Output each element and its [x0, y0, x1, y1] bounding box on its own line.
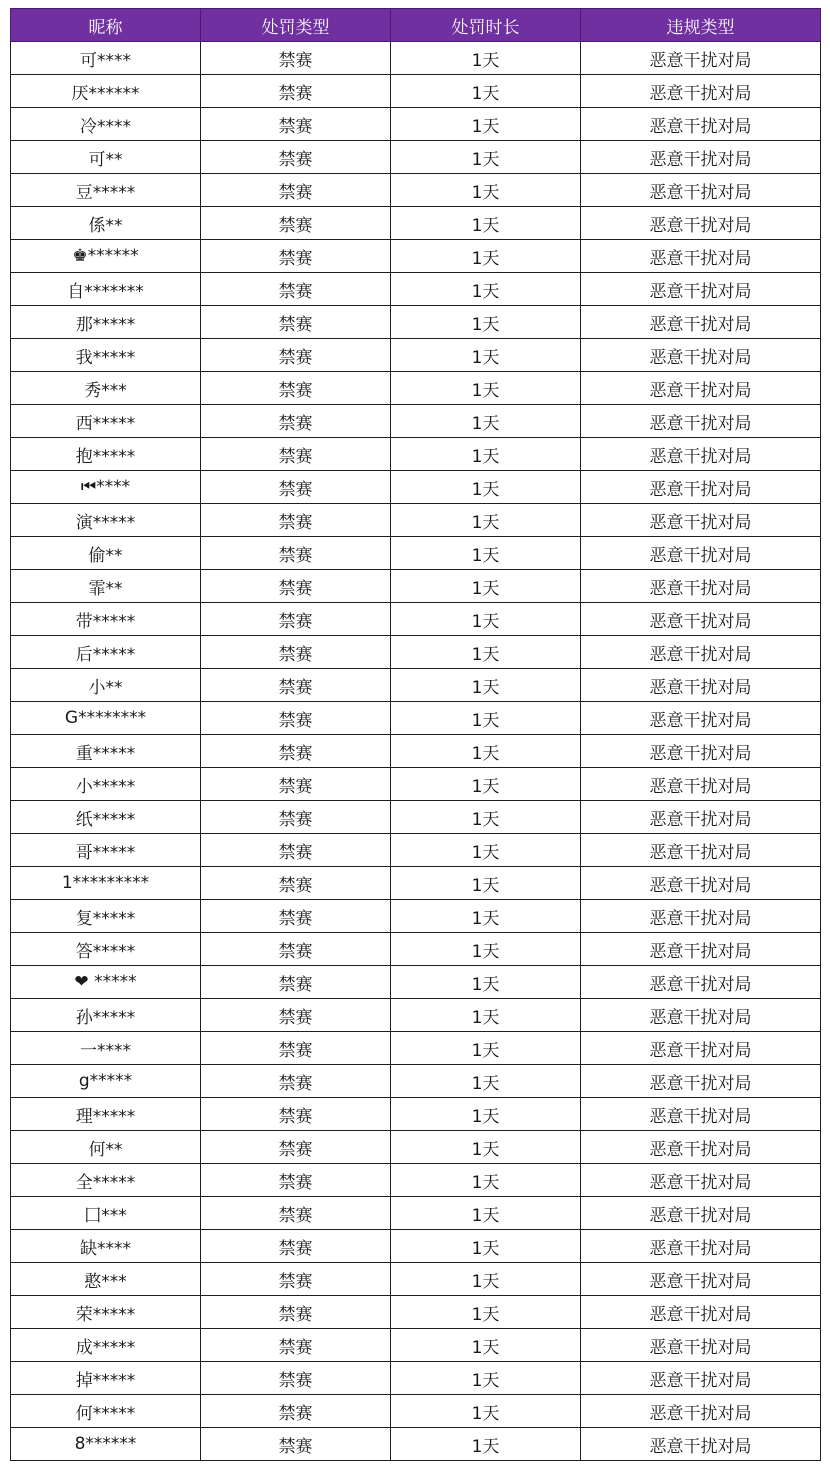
cell-violation-type: 恶意干扰对局 — [581, 240, 821, 273]
penalty-sheet — [10, 8, 820, 1461]
cell-penalty-type: 禁赛 — [201, 834, 391, 867]
table-row — [11, 1428, 821, 1461]
cell-nickname: g***** — [11, 1065, 201, 1098]
cell-nickname: 孙***** — [11, 999, 201, 1032]
cell-violation-type: 恶意干扰对局 — [581, 1230, 821, 1263]
table-row — [11, 537, 821, 570]
cell-violation-type: 恶意干扰对局 — [581, 42, 821, 75]
cell-penalty-type: 禁赛 — [201, 339, 391, 372]
table-row — [11, 603, 821, 636]
cell-nickname: 霏** — [11, 570, 201, 603]
cell-penalty-type: 禁赛 — [201, 108, 391, 141]
cell-penalty-type: 禁赛 — [201, 405, 391, 438]
cell-nickname: 掉***** — [11, 1362, 201, 1395]
cell-penalty-type: 禁赛 — [201, 1230, 391, 1263]
cell-violation-type: 恶意干扰对局 — [581, 1131, 821, 1164]
cell-penalty-duration: 1天 — [391, 174, 581, 207]
cell-penalty-duration: 1天 — [391, 1131, 581, 1164]
table-row — [11, 1098, 821, 1131]
cell-penalty-duration: 1天 — [391, 1362, 581, 1395]
table-row — [11, 75, 821, 108]
cell-nickname: 何** — [11, 1131, 201, 1164]
cell-penalty-duration: 1天 — [391, 900, 581, 933]
cell-nickname: 8****** — [11, 1428, 201, 1461]
cell-violation-type: 恶意干扰对局 — [581, 603, 821, 636]
cell-nickname: 何***** — [11, 1395, 201, 1428]
cell-penalty-duration: 1天 — [391, 42, 581, 75]
cell-nickname: 憨*** — [11, 1263, 201, 1296]
cell-penalty-type: 禁赛 — [201, 1362, 391, 1395]
cell-violation-type: 恶意干扰对局 — [581, 108, 821, 141]
table-row — [11, 1329, 821, 1362]
cell-violation-type: 恶意干扰对局 — [581, 504, 821, 537]
table-row — [11, 1065, 821, 1098]
cell-violation-type: 恶意干扰对局 — [581, 1329, 821, 1362]
cell-penalty-duration: 1天 — [391, 933, 581, 966]
cell-nickname: 可** — [11, 141, 201, 174]
table-row — [11, 240, 821, 273]
cell-penalty-duration: 1天 — [391, 1230, 581, 1263]
cell-penalty-duration: 1天 — [391, 141, 581, 174]
cell-nickname: 自******* — [11, 273, 201, 306]
cell-penalty-type: 禁赛 — [201, 273, 391, 306]
cell-nickname: 1********* — [11, 867, 201, 900]
cell-penalty-type: 禁赛 — [201, 1329, 391, 1362]
cell-penalty-type: 禁赛 — [201, 1131, 391, 1164]
cell-penalty-type: 禁赛 — [201, 1263, 391, 1296]
cell-violation-type: 恶意干扰对局 — [581, 867, 821, 900]
cell-violation-type: 恶意干扰对局 — [581, 735, 821, 768]
cell-nickname: 豆***** — [11, 174, 201, 207]
table-row — [11, 636, 821, 669]
cell-violation-type: 恶意干扰对局 — [581, 801, 821, 834]
table-row — [11, 834, 821, 867]
cell-nickname: 全***** — [11, 1164, 201, 1197]
cell-penalty-type: 禁赛 — [201, 75, 391, 108]
cell-penalty-duration: 1天 — [391, 1032, 581, 1065]
cell-penalty-duration: 1天 — [391, 1329, 581, 1362]
cell-penalty-duration: 1天 — [391, 339, 581, 372]
cell-penalty-type: 禁赛 — [201, 174, 391, 207]
cell-penalty-type: 禁赛 — [201, 372, 391, 405]
cell-penalty-type: 禁赛 — [201, 471, 391, 504]
cell-nickname: 偷** — [11, 537, 201, 570]
cell-penalty-duration: 1天 — [391, 669, 581, 702]
cell-penalty-duration: 1天 — [391, 801, 581, 834]
cell-penalty-duration: 1天 — [391, 273, 581, 306]
cell-penalty-duration: 1天 — [391, 504, 581, 537]
cell-nickname: G******** — [11, 702, 201, 735]
cell-penalty-duration: 1天 — [391, 603, 581, 636]
cell-violation-type: 恶意干扰对局 — [581, 570, 821, 603]
header-penalty-type: 处罚类型 — [201, 9, 391, 42]
table-row — [11, 1230, 821, 1263]
cell-violation-type: 恶意干扰对局 — [581, 207, 821, 240]
cell-penalty-type: 禁赛 — [201, 1098, 391, 1131]
table-row — [11, 768, 821, 801]
cell-penalty-duration: 1天 — [391, 570, 581, 603]
cell-violation-type: 恶意干扰对局 — [581, 471, 821, 504]
cell-nickname: 纸***** — [11, 801, 201, 834]
cell-penalty-type: 禁赛 — [201, 603, 391, 636]
cell-nickname: 西***** — [11, 405, 201, 438]
cell-penalty-type: 禁赛 — [201, 900, 391, 933]
table-row — [11, 1296, 821, 1329]
table-row — [11, 306, 821, 339]
cell-penalty-type: 禁赛 — [201, 207, 391, 240]
cell-violation-type: 恶意干扰对局 — [581, 1197, 821, 1230]
table-body — [11, 42, 821, 1461]
cell-penalty-type: 禁赛 — [201, 801, 391, 834]
cell-nickname: 重***** — [11, 735, 201, 768]
cell-penalty-duration: 1天 — [391, 108, 581, 141]
cell-penalty-type: 禁赛 — [201, 702, 391, 735]
cell-violation-type: 恶意干扰对局 — [581, 768, 821, 801]
cell-penalty-type: 禁赛 — [201, 42, 391, 75]
cell-penalty-type: 禁赛 — [201, 768, 391, 801]
cell-penalty-duration: 1天 — [391, 405, 581, 438]
cell-penalty-type: 禁赛 — [201, 999, 391, 1032]
cell-nickname: 厌****** — [11, 75, 201, 108]
cell-violation-type: 恶意干扰对局 — [581, 174, 821, 207]
cell-nickname: 后***** — [11, 636, 201, 669]
cell-nickname: 哥***** — [11, 834, 201, 867]
cell-violation-type: 恶意干扰对局 — [581, 1296, 821, 1329]
cell-penalty-duration: 1天 — [391, 834, 581, 867]
cell-penalty-duration: 1天 — [391, 372, 581, 405]
cell-penalty-type: 禁赛 — [201, 636, 391, 669]
cell-penalty-type: 禁赛 — [201, 1395, 391, 1428]
cell-nickname: 係** — [11, 207, 201, 240]
cell-penalty-duration: 1天 — [391, 471, 581, 504]
cell-penalty-duration: 1天 — [391, 207, 581, 240]
table-row — [11, 669, 821, 702]
cell-violation-type: 恶意干扰对局 — [581, 141, 821, 174]
header-penalty-duration: 处罚时长 — [391, 9, 581, 42]
cell-nickname: 小***** — [11, 768, 201, 801]
cell-nickname: 成***** — [11, 1329, 201, 1362]
table-row — [11, 141, 821, 174]
table-row — [11, 966, 821, 999]
cell-penalty-duration: 1天 — [391, 999, 581, 1032]
cell-violation-type: 恶意干扰对局 — [581, 1395, 821, 1428]
cell-violation-type: 恶意干扰对局 — [581, 1065, 821, 1098]
header-nickname: 昵称 — [11, 9, 201, 42]
cell-nickname: 理***** — [11, 1098, 201, 1131]
header-row — [11, 9, 821, 42]
cell-violation-type: 恶意干扰对局 — [581, 834, 821, 867]
cell-nickname: 囗*** — [11, 1197, 201, 1230]
cell-violation-type: 恶意干扰对局 — [581, 933, 821, 966]
cell-penalty-duration: 1天 — [391, 636, 581, 669]
cell-penalty-duration: 1天 — [391, 702, 581, 735]
cell-penalty-duration: 1天 — [391, 867, 581, 900]
cell-violation-type: 恶意干扰对局 — [581, 900, 821, 933]
cell-penalty-type: 禁赛 — [201, 504, 391, 537]
cell-penalty-type: 禁赛 — [201, 1164, 391, 1197]
cell-violation-type: 恶意干扰对局 — [581, 537, 821, 570]
cell-nickname: 秀*** — [11, 372, 201, 405]
table-row — [11, 372, 821, 405]
cell-nickname: 小** — [11, 669, 201, 702]
cell-penalty-type: 禁赛 — [201, 966, 391, 999]
cell-nickname: 可**** — [11, 42, 201, 75]
table-row — [11, 801, 821, 834]
cell-penalty-type: 禁赛 — [201, 240, 391, 273]
cell-penalty-type: 禁赛 — [201, 438, 391, 471]
cell-nickname: 荣***** — [11, 1296, 201, 1329]
cell-penalty-duration: 1天 — [391, 1197, 581, 1230]
table-row — [11, 207, 821, 240]
table-row — [11, 933, 821, 966]
table-row — [11, 702, 821, 735]
cell-nickname: 那***** — [11, 306, 201, 339]
cell-penalty-duration: 1天 — [391, 537, 581, 570]
cell-nickname: 带***** — [11, 603, 201, 636]
cell-penalty-duration: 1天 — [391, 1065, 581, 1098]
cell-penalty-type: 禁赛 — [201, 1032, 391, 1065]
cell-penalty-type: 禁赛 — [201, 1197, 391, 1230]
table-row — [11, 867, 821, 900]
cell-penalty-type: 禁赛 — [201, 669, 391, 702]
cell-penalty-type: 禁赛 — [201, 1065, 391, 1098]
table-row — [11, 1395, 821, 1428]
table-row — [11, 174, 821, 207]
cell-violation-type: 恶意干扰对局 — [581, 306, 821, 339]
cell-penalty-type: 禁赛 — [201, 1296, 391, 1329]
cell-nickname: 我***** — [11, 339, 201, 372]
cell-penalty-duration: 1天 — [391, 1428, 581, 1461]
cell-violation-type: 恶意干扰对局 — [581, 702, 821, 735]
cell-penalty-type: 禁赛 — [201, 141, 391, 174]
table-row — [11, 1032, 821, 1065]
cell-violation-type: 恶意干扰对局 — [581, 1428, 821, 1461]
header-violation-type: 违规类型 — [581, 9, 821, 42]
cell-penalty-type: 禁赛 — [201, 570, 391, 603]
penalty-table — [10, 8, 821, 1461]
cell-violation-type: 恶意干扰对局 — [581, 999, 821, 1032]
cell-nickname: 答***** — [11, 933, 201, 966]
table-row — [11, 1131, 821, 1164]
cell-penalty-duration: 1天 — [391, 1395, 581, 1428]
table-row — [11, 438, 821, 471]
table-row — [11, 504, 821, 537]
cell-penalty-duration: 1天 — [391, 768, 581, 801]
cell-penalty-type: 禁赛 — [201, 933, 391, 966]
cell-penalty-duration: 1天 — [391, 966, 581, 999]
table-row — [11, 405, 821, 438]
table-row — [11, 570, 821, 603]
cell-violation-type: 恶意干扰对局 — [581, 372, 821, 405]
cell-violation-type: 恶意干扰对局 — [581, 405, 821, 438]
cell-violation-type: 恶意干扰对局 — [581, 1263, 821, 1296]
cell-penalty-duration: 1天 — [391, 306, 581, 339]
table-row — [11, 1197, 821, 1230]
table-row — [11, 1263, 821, 1296]
cell-penalty-duration: 1天 — [391, 240, 581, 273]
table-row — [11, 999, 821, 1032]
cell-violation-type: 恶意干扰对局 — [581, 438, 821, 471]
cell-nickname: ♚****** — [11, 240, 201, 273]
cell-penalty-type: 禁赛 — [201, 735, 391, 768]
table-row — [11, 1164, 821, 1197]
cell-penalty-duration: 1天 — [391, 1098, 581, 1131]
cell-penalty-type: 禁赛 — [201, 537, 391, 570]
cell-nickname: 冷**** — [11, 108, 201, 141]
table-row — [11, 900, 821, 933]
cell-nickname: 一**** — [11, 1032, 201, 1065]
cell-violation-type: 恶意干扰对局 — [581, 966, 821, 999]
cell-penalty-type: 禁赛 — [201, 867, 391, 900]
cell-penalty-duration: 1天 — [391, 75, 581, 108]
cell-violation-type: 恶意干扰对局 — [581, 1098, 821, 1131]
cell-violation-type: 恶意干扰对局 — [581, 636, 821, 669]
cell-penalty-duration: 1天 — [391, 1296, 581, 1329]
table-row — [11, 735, 821, 768]
cell-violation-type: 恶意干扰对局 — [581, 669, 821, 702]
cell-penalty-type: 禁赛 — [201, 1428, 391, 1461]
table-row — [11, 273, 821, 306]
cell-penalty-duration: 1天 — [391, 735, 581, 768]
cell-penalty-duration: 1天 — [391, 1263, 581, 1296]
cell-violation-type: 恶意干扰对局 — [581, 1032, 821, 1065]
table-row — [11, 471, 821, 504]
cell-nickname: 复***** — [11, 900, 201, 933]
cell-violation-type: 恶意干扰对局 — [581, 1362, 821, 1395]
cell-nickname: 演***** — [11, 504, 201, 537]
table-row — [11, 339, 821, 372]
cell-penalty-type: 禁赛 — [201, 306, 391, 339]
cell-violation-type: 恶意干扰对局 — [581, 273, 821, 306]
cell-nickname: 缺**** — [11, 1230, 201, 1263]
cell-violation-type: 恶意干扰对局 — [581, 75, 821, 108]
cell-nickname: 抱***** — [11, 438, 201, 471]
table-header — [11, 9, 821, 42]
cell-violation-type: 恶意干扰对局 — [581, 339, 821, 372]
table-row — [11, 108, 821, 141]
cell-penalty-duration: 1天 — [391, 1164, 581, 1197]
cell-violation-type: 恶意干扰对局 — [581, 1164, 821, 1197]
table-row — [11, 1362, 821, 1395]
table-row — [11, 42, 821, 75]
cell-penalty-duration: 1天 — [391, 438, 581, 471]
cell-nickname: ⏮**** — [11, 471, 201, 504]
cell-nickname: ❤ ***** — [11, 966, 201, 999]
